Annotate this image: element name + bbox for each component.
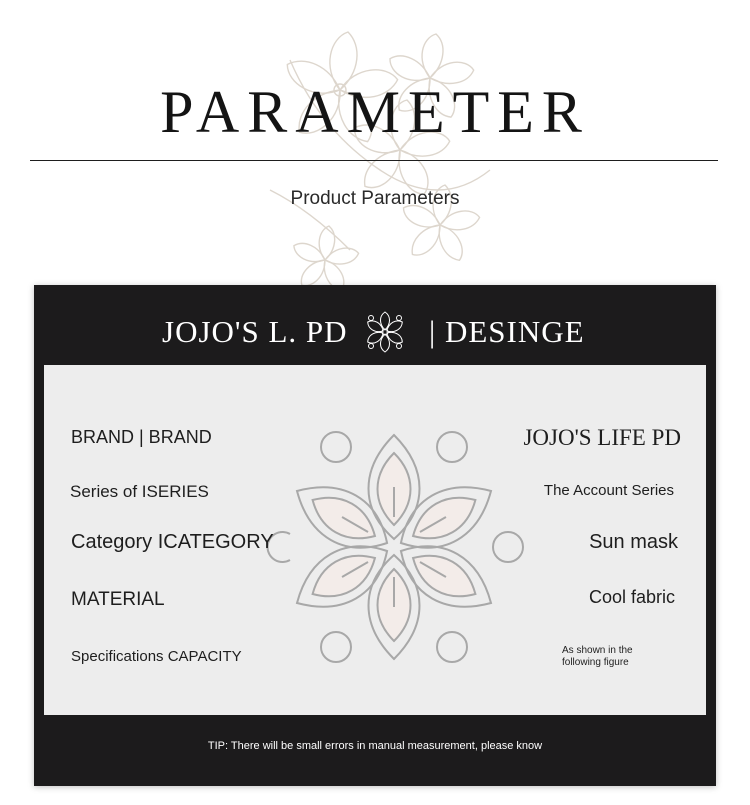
param-value-series: The Account Series bbox=[543, 482, 674, 499]
param-label-series: Series of ISERIES bbox=[70, 482, 209, 501]
param-label-material: MATERIAL bbox=[71, 589, 165, 610]
parameter-panel bbox=[44, 365, 706, 715]
brand-separator: | bbox=[429, 314, 437, 349]
param-value-specifications bbox=[562, 645, 633, 669]
brand-tagline bbox=[429, 314, 585, 350]
measurement-tip: TIP: There will be small errors in manual measurement, please know bbox=[207, 740, 543, 752]
brand-tagline-text: DESINGE bbox=[444, 314, 585, 349]
param-value-brand: JOJO'S LIFE PD bbox=[523, 425, 681, 450]
param-label-category: Category ICATEGORY bbox=[71, 531, 274, 553]
divider bbox=[30, 160, 718, 161]
param-value-specifications-line: following figure bbox=[562, 657, 629, 668]
param-value-material: Cool fabric bbox=[588, 587, 675, 607]
page-title: PARAMETER bbox=[160, 79, 590, 145]
param-value-category: Sun mask bbox=[589, 531, 678, 553]
parameter-card bbox=[34, 285, 716, 786]
param-label-brand: BRAND | BRAND bbox=[71, 427, 212, 447]
param-label-specifications: Specifications CAPACITY bbox=[71, 648, 242, 665]
page-subtitle: Product Parameters bbox=[290, 188, 460, 209]
param-value-specifications-line: As shown in the bbox=[562, 645, 633, 656]
cherry-blossom-icon bbox=[230, 20, 520, 290]
flower-emblem-icon bbox=[361, 308, 409, 356]
brand-name: JOJO'S L. PD bbox=[162, 314, 348, 349]
large-flower-emblem-icon bbox=[262, 423, 526, 671]
card-header bbox=[34, 285, 716, 365]
